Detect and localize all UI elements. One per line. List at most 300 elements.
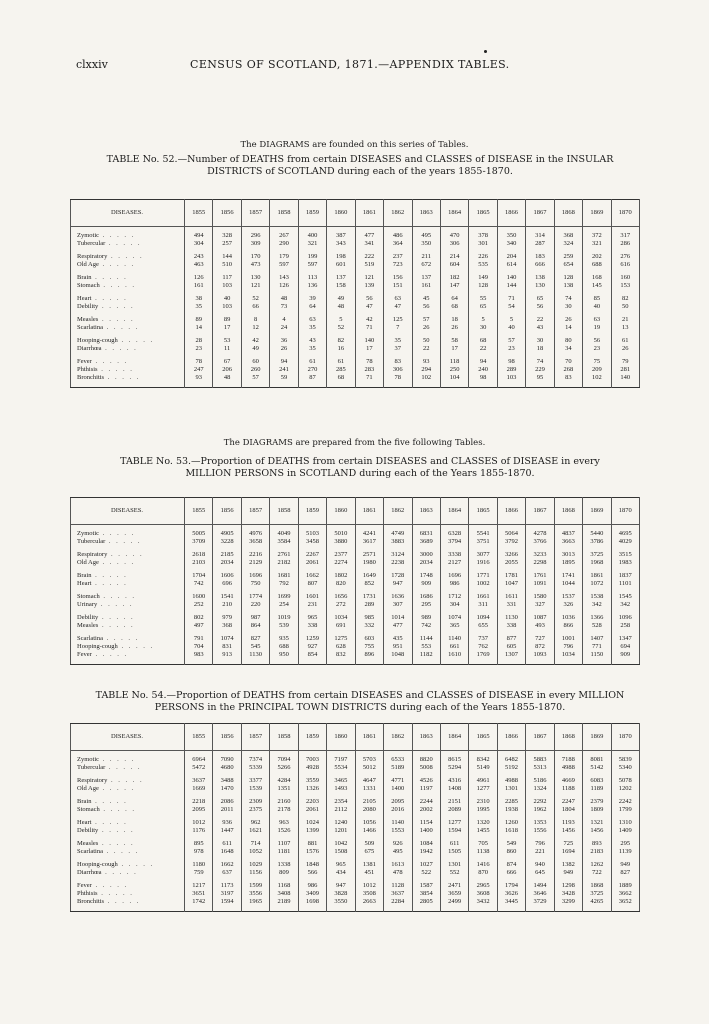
table-cell: 1774 [241,593,269,601]
table-cell: 1326 [298,785,326,793]
table-cell: 1968 [583,559,611,567]
disease-name: Fever [77,882,92,889]
table-cell: 965 [327,861,355,869]
table-cell: 877 [497,635,525,643]
table-cell: 1381 [355,861,383,869]
table-cell: 4837 [554,530,582,538]
column-header-year: 1869 [583,498,611,525]
column-header-year: 1857 [241,498,269,525]
table-cell: 3646 [526,890,554,898]
table-cell: 3559 [298,777,326,785]
table-cell: 539 [270,622,298,630]
table-cell: 989 [412,614,440,622]
table-cell: 1189 [583,785,611,793]
table-cell: 1636 [384,593,412,601]
table-cell: 909 [412,580,440,588]
table-cell: 260 [241,366,269,374]
table-cell: 6533 [384,756,412,764]
disease-name: Old Age [77,261,99,268]
table-cell: 6328 [440,530,468,538]
intro-note-2: The DIAGRAMS are prepared from the five following Tables. [223,438,486,448]
table-cell: 22 [412,345,440,353]
table-cell: 60 [241,358,269,366]
row-label [71,827,185,835]
table-cell: 65 [469,303,497,311]
table-cell: 42 [241,337,269,345]
table-cell: 130 [526,282,554,290]
table-cell: 327 [526,601,554,609]
leader-dots: . . . . . [101,869,138,876]
table-cell: 2377 [327,551,355,559]
table-cell: 1621 [241,827,269,835]
table-cell: 276 [611,253,639,261]
table-cell: 160 [611,274,639,282]
table-cell: 1742 [185,898,213,906]
table-cell: 93 [412,358,440,366]
table-cell: 1201 [327,827,355,835]
table-cell: 5703 [355,756,383,764]
table-cell: 378 [469,232,497,240]
table-cell: 47 [384,303,412,311]
table-cell: 182 [440,274,468,282]
row-label [71,580,185,588]
table-row [71,898,640,906]
table-cell: 605 [497,643,525,651]
table-cell: 3584 [270,538,298,546]
table-cell: 295 [412,601,440,609]
table-cell: 128 [554,274,582,282]
table-row [71,240,640,248]
column-header-year: 1860 [327,724,355,751]
table-cell: 85 [583,295,611,303]
table-cell: 63 [298,316,326,324]
table-cell: 128 [469,282,497,290]
table-cell: 1983 [611,559,639,567]
table-cell: 3445 [497,898,525,906]
ink-dot [484,50,487,53]
table-cell: 56 [412,303,440,311]
table-row [71,819,640,827]
table-52-caption-line1: TABLE No. 52.—Number of DEATHS from certain DISEASES and CLASSES of DISEASE in the INSULAR [106,154,614,165]
column-header-year: 1858 [270,498,298,525]
table-cell: 3228 [213,538,241,546]
table-cell: 637 [213,869,241,877]
table-cell: 121 [355,274,383,282]
table-cell: 140 [497,274,525,282]
table-cell: 535 [469,261,497,269]
table-cell: 78 [384,374,412,382]
table-cell: 2034 [213,559,241,567]
table-cell: 2310 [469,798,497,806]
table-cell: 400 [298,232,326,240]
table-cell: 22 [526,316,554,324]
table-cell: 495 [384,848,412,856]
table-cell: 962 [241,819,269,827]
table-cell: 36 [270,337,298,345]
table-cell: 250 [440,366,468,374]
table-cell: 83 [384,358,412,366]
table-cell: 4749 [384,530,412,538]
table-cell: 3299 [554,898,582,906]
table-cell: 2618 [185,551,213,559]
table-cell: 1681 [270,572,298,580]
disease-name: Bronchitis [77,374,105,381]
table-cell: 807 [298,580,326,588]
table-cell: 1601 [298,593,326,601]
table-cell: 35 [384,337,412,345]
table-cell: 40 [497,324,525,332]
table-cell: 206 [213,366,241,374]
table-cell: 2178 [270,806,298,814]
table-cell: 827 [241,635,269,643]
row-label [71,240,185,248]
table-cell: 121 [241,282,269,290]
table-cell: 247 [185,366,213,374]
table-cell: 881 [298,840,326,848]
table-cell: 59 [270,374,298,382]
row-label [71,551,185,559]
disease-name: Tubercular [77,764,106,771]
table-cell: 486 [384,232,412,240]
row-label [71,861,185,869]
table-cell: 722 [583,869,611,877]
table-cell: 94 [469,358,497,366]
table-cell: 510 [213,261,241,269]
table-cell: 272 [327,601,355,609]
table-row [71,324,640,332]
table-cell: 221 [526,848,554,856]
table-cell: 267 [270,232,298,240]
table-cell: 47 [355,303,383,311]
table-cell: 1310 [611,819,639,827]
table-cell: 1553 [384,827,412,835]
table-cell: 287 [526,240,554,248]
table-cell: 314 [526,232,554,240]
leader-dots: . . . . . [99,232,136,239]
table-cell: 270 [298,366,326,374]
table-cell: 1197 [412,785,440,793]
table-cell: 4241 [355,530,383,538]
disease-name: Phthisis [77,366,98,373]
table-cell: 1002 [469,580,497,588]
table-cell: 1545 [611,593,639,601]
table-cell: 675 [355,848,383,856]
table-cell: 628 [327,643,355,651]
leader-dots: . . . . . [117,643,155,650]
table-cell: 1662 [213,861,241,869]
table-cell: 24 [270,324,298,332]
table-cell: 80 [554,337,582,345]
table-cell: 1144 [412,635,440,643]
table-cell: 2247 [554,798,582,806]
table-cell: 936 [213,819,241,827]
table-cell: 241 [270,366,298,374]
column-header-year: 1863 [412,498,440,525]
table-cell: 1150 [583,651,611,659]
table-cell: 66 [241,303,269,311]
table-cell: 12 [241,324,269,332]
table-cell: 1307 [497,651,525,659]
table-cell: 1649 [355,572,383,580]
leader-dots: . . . . . [98,316,135,323]
column-header-diseases: DISEASES. [71,200,185,227]
row-label [71,785,185,793]
table-cell: 1686 [412,593,440,601]
table-cell: 5534 [327,764,355,772]
table-cell: 463 [185,261,213,269]
table-cell: 1154 [412,819,440,827]
disease-name: Heart [77,295,92,302]
column-header-diseases: DISEASES. [71,724,185,751]
table-cell: 14 [554,324,582,332]
leader-dots: . . . . . [103,848,140,855]
table-cell: 8081 [583,756,611,764]
table-cell: 470 [440,232,468,240]
table-cell: 5 [327,316,355,324]
table-cell: 895 [185,840,213,848]
table-cell: 4695 [611,530,639,538]
table-cell: 3000 [412,551,440,559]
table-cell: 326 [554,601,582,609]
table-cell: 95 [526,374,554,382]
table-cell: 750 [241,580,269,588]
table-cell: 140 [355,337,383,345]
table-cell: 98 [497,358,525,366]
table-cell: 13 [611,324,639,332]
table-cell: 2095 [384,798,412,806]
table-cell: 87 [298,374,326,382]
table-cell: 552 [440,869,468,877]
table-cell: 1347 [611,635,639,643]
table-cell: 1217 [185,882,213,890]
column-header-year: 1860 [327,200,355,227]
table-cell: 5340 [611,764,639,772]
row-label [71,601,185,609]
column-header-year: 1870 [611,200,639,227]
leader-dots: . . . . . [117,861,155,868]
table-cell: 56 [583,337,611,345]
table-cell: 4029 [611,538,639,546]
table-cell: 137 [327,274,355,282]
table-row [71,282,640,290]
table-cell: 21 [611,316,639,324]
table-cell: 63 [384,295,412,303]
table-cell: 1074 [213,635,241,643]
table-cell: 83 [554,374,582,382]
table-cell: 3729 [526,898,554,906]
table-cell: 645 [526,869,554,877]
table-cell: 49 [241,345,269,353]
table-row [71,764,640,772]
table-cell: 1052 [241,848,269,856]
table-cell: 17 [213,324,241,332]
table-cell: 307 [384,601,412,609]
table-cell: 4669 [554,777,582,785]
table-cell: 50 [412,337,440,345]
table-cell: 494 [185,232,213,240]
table-cell: 5839 [611,756,639,764]
table-cell: 3233 [526,551,554,559]
table-cell: 4265 [583,898,611,906]
intro-note-1: The DIAGRAMS are founded on this series of Tables. [240,140,469,150]
disease-name: Fever [77,651,92,658]
disease-name: Debility [77,614,99,621]
table-cell: 832 [327,651,355,659]
table-cell: 28 [185,337,213,345]
table-cell: 5186 [526,777,554,785]
table-row [71,798,640,806]
table-cell: 18 [526,345,554,353]
table-cell: 56 [526,303,554,311]
table-cell: 874 [497,861,525,869]
table-cell: 1140 [384,819,412,827]
column-header-year: 1859 [298,498,326,525]
table-cell: 3828 [327,890,355,898]
table-cell: 158 [327,282,355,290]
table-cell: 179 [270,253,298,261]
table-cell: 5192 [497,764,525,772]
table-cell: 143 [270,274,298,282]
table-cell: 1662 [298,572,326,580]
table-cell: 2105 [355,798,383,806]
table-cell: 3550 [327,898,355,906]
table-cell: 1656 [327,593,355,601]
table-cell: 1027 [412,861,440,869]
row-label [71,777,185,785]
table-cell: 2189 [270,898,298,906]
row-label [71,798,185,806]
table-cell: 368 [213,622,241,630]
table-cell: 2761 [270,551,298,559]
disease-name: Respiratory [77,551,108,558]
table-cell: 37 [384,345,412,353]
table-cell: 71 [355,324,383,332]
table-cell: 258 [611,622,639,630]
table-cell: 2034 [412,559,440,567]
table-cell: 341 [355,240,383,248]
running-title: CENSUS OF SCOTLAND, 1871.—APPENDIX TABLES. [190,58,510,71]
disease-name: Zymotic [77,232,100,239]
table-cell: 3880 [327,538,355,546]
table-cell: 19 [583,324,611,332]
table-cell: 1324 [526,785,554,793]
table-cell: 1456 [554,827,582,835]
table-cell: 243 [185,253,213,261]
table-cell: 342 [611,601,639,609]
leader-dots: . . . . . [104,374,141,381]
table-cell: 387 [327,232,355,240]
column-header-year: 1864 [440,498,468,525]
table-cell: 1698 [298,898,326,906]
column-header-year: 1862 [384,498,412,525]
table-cell: 1576 [298,848,326,856]
table-cell: 139 [355,282,383,290]
table-row [71,253,640,261]
table-cell: 1781 [497,572,525,580]
table-cell: 93 [185,374,213,382]
table-cell: 138 [554,282,582,290]
table-cell: 478 [384,869,412,877]
table-cell: 137 [412,274,440,282]
table-cell: 2375 [241,806,269,814]
table-cell: 306 [440,240,468,248]
table-cell: 40 [583,303,611,311]
table-cell: 1321 [583,819,611,827]
table-cell: 1072 [583,580,611,588]
table-cell: 495 [412,232,440,240]
table-cell: 5 [469,316,497,324]
table-cell: 913 [213,651,241,659]
table-53-caption [60,456,660,480]
table-cell: 473 [241,261,269,269]
table-cell: 1182 [412,651,440,659]
table-cell: 4928 [298,764,326,772]
table-cell: 802 [185,614,213,622]
table-cell: 1353 [526,819,554,827]
leader-dots: . . . . . [99,756,136,763]
table-cell: 1456 [583,827,611,835]
table-cell: 226 [469,253,497,261]
row-label [71,324,185,332]
table-header-row [71,498,640,525]
table-row [71,303,640,311]
table-cell: 1995 [469,806,497,814]
table-cell: 666 [497,869,525,877]
table-row [71,614,640,622]
table-cell: 3408 [270,890,298,898]
table-cell: 140 [611,374,639,382]
table-cell: 64 [440,295,468,303]
table-cell: 49 [327,295,355,303]
table-cell: 5883 [526,756,554,764]
table-cell: 2011 [213,806,241,814]
table-cell: 870 [469,869,497,877]
column-header-year: 1861 [355,200,383,227]
column-header-year: 1863 [412,724,440,751]
table-cell: 852 [355,580,383,588]
table-cell: 74 [526,358,554,366]
disease-name: Stomach [77,593,100,600]
table-cell: 26 [412,324,440,332]
row-label [71,882,185,890]
table-cell: 1331 [355,785,383,793]
table-cell: 147 [440,282,468,290]
column-header-year: 1856 [213,498,241,525]
table-cell: 30 [526,337,554,345]
table-cell: 342 [583,601,611,609]
table-cell: 64 [298,303,326,311]
table-cell: 604 [440,261,468,269]
column-header-year: 1856 [213,200,241,227]
table-cell: 4988 [554,764,582,772]
table-cell: 1275 [327,635,355,643]
table-cell: 1400 [412,827,440,835]
table-cell: 1741 [554,572,582,580]
table-cell: 2185 [213,551,241,559]
table-cell: 259 [554,253,582,261]
table-cell: 519 [355,261,383,269]
table-cell: 1466 [355,827,383,835]
table-cell: 2218 [185,798,213,806]
table-cell: 117 [213,274,241,282]
disease-name: Zymotic [77,530,100,537]
column-header-year: 1869 [583,724,611,751]
column-header-year: 1855 [185,724,213,751]
table-cell: 368 [554,232,582,240]
leader-dots: . . . . . [91,651,129,658]
table-cell: 53 [213,337,241,345]
table-cell: 986 [298,882,326,890]
